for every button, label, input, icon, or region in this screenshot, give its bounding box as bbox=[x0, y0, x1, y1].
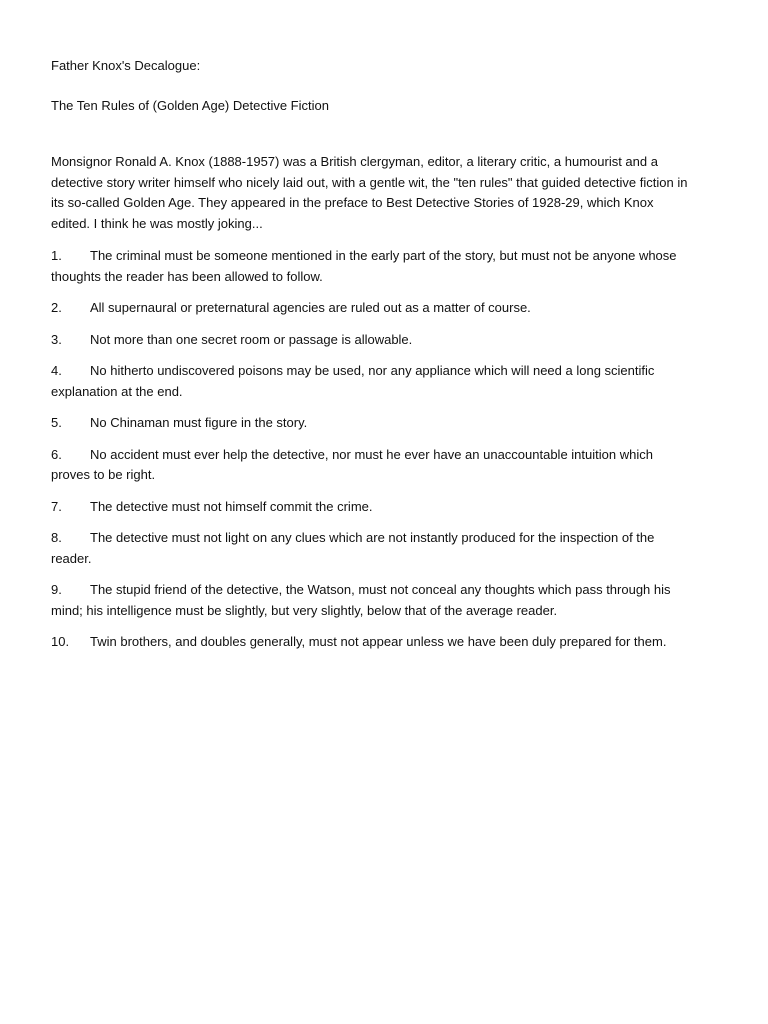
rule-text: No hitherto undiscovered poisons may be used, nor any appliance which will need a long scientific explanation at the end. bbox=[51, 363, 655, 399]
rule-item bbox=[51, 361, 691, 402]
rule-item bbox=[51, 445, 691, 486]
rule-item bbox=[51, 246, 691, 287]
rule-number: 3. bbox=[51, 331, 62, 347]
rule-number: 10. bbox=[51, 634, 70, 649]
rule-item bbox=[51, 580, 691, 621]
rule-text: The detective must not light on any clues which are not instantly produced for the inspection of the reader. bbox=[51, 530, 655, 566]
rule-text: The stupid friend of the detective, the Watson, must not conceal any thoughts which pass through his mind; his intelligence must be slightly, but very slightly, below that of the average reader. bbox=[51, 582, 671, 618]
rule-number: 1. bbox=[51, 248, 62, 263]
rule-item bbox=[51, 298, 691, 319]
rule-item bbox=[51, 632, 691, 653]
rule-number: 9. bbox=[51, 582, 62, 597]
rule-text: The detective must not himself commit the crime. bbox=[90, 498, 373, 514]
rule-number: 7. bbox=[51, 498, 62, 514]
rule-item bbox=[51, 528, 691, 569]
rule-number: 5. bbox=[51, 415, 62, 430]
rule-text: No Chinaman must figure in the story. bbox=[90, 415, 308, 430]
rule-text: Not more than one secret room or passage is allowable. bbox=[90, 331, 413, 347]
rule-text: Twin brothers, and doubles generally, must not appear unless we have been duly prepared for them. bbox=[90, 634, 667, 649]
intro-paragraph: Monsignor Ronald A. Knox (1888-1957) was a British clergyman, editor, a literary critic, a humourist and a detective story writer himself who nicely laid out, with a gentle wit, the "ten rules" that guided detective fiction in its so-called Golden Age. They appeared in the preface to Best Detective Stories of 1928-29, which Knox edited. I think he was mostly joking... bbox=[51, 154, 688, 231]
rules-list bbox=[51, 246, 691, 653]
rule-item bbox=[51, 413, 691, 434]
rule-number: 2. bbox=[51, 300, 62, 315]
rule-number: 4. bbox=[51, 363, 62, 378]
rule-text: All supernaural or preternatural agencies are ruled out as a matter of course. bbox=[90, 300, 531, 315]
rule-text: The criminal must be someone mentioned in the early part of the story, but must not be anyone whose thoughts the reader has been allowed to follow. bbox=[51, 248, 677, 284]
document-page bbox=[51, 56, 691, 664]
rule-text: No accident must ever help the detective, nor must he ever have an unaccountable intuition which proves to be right. bbox=[51, 446, 653, 482]
rule-item bbox=[51, 497, 691, 518]
document-subtitle: The Ten Rules of (Golden Age) Detective Fiction bbox=[51, 98, 329, 113]
rule-number: 8. bbox=[51, 530, 62, 545]
rule-number: 6. bbox=[51, 446, 62, 462]
rule-item bbox=[51, 330, 691, 351]
document-title: Father Knox's Decalogue: bbox=[51, 58, 201, 73]
